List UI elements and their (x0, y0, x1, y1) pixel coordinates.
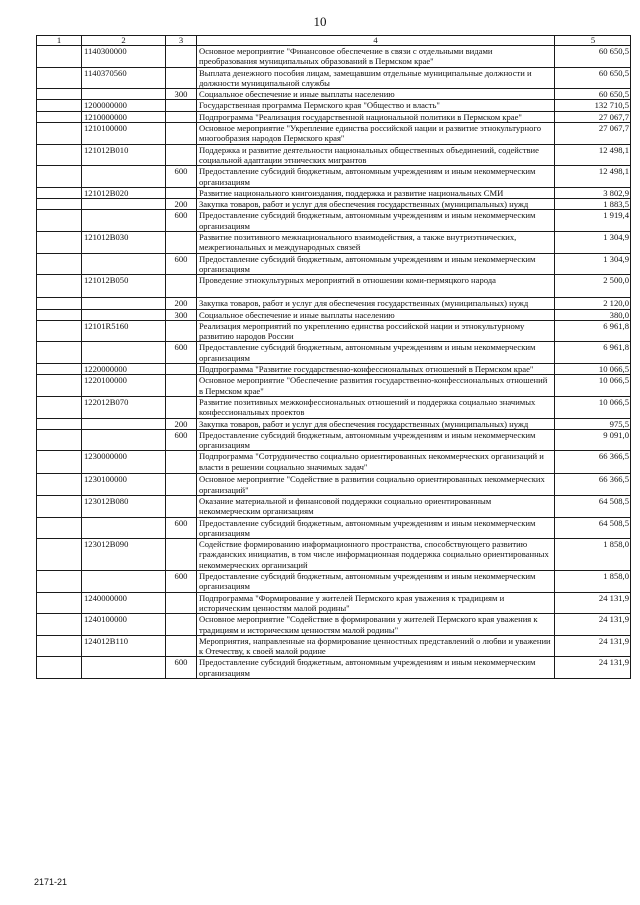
row-amount: 6 961,8 (555, 342, 631, 364)
row-name: Закупка товаров, работ и услуг для обеспечения государственных (муниципальных) нужд (197, 418, 555, 429)
table-row (37, 275, 631, 298)
row-expense-kind (166, 67, 197, 89)
table-row (37, 375, 631, 397)
row-code: 1240100000 (82, 614, 166, 636)
row-expense-kind (166, 614, 197, 636)
row-empty-cell (37, 46, 82, 68)
row-expense-kind (166, 275, 197, 298)
row-empty-cell (37, 187, 82, 198)
row-empty-cell (37, 100, 82, 111)
row-name: Предоставление субсидий бюджетным, автономным учреждениям и иным некоммерческим организациям (197, 429, 555, 451)
row-expense-kind: 600 (166, 210, 197, 232)
row-name: Развитие позитивных межконфессиональных отношений и поддержка социально значимых конфессиональных проектов (197, 396, 555, 418)
table-row (37, 517, 631, 539)
row-amount: 64 508,5 (555, 517, 631, 539)
row-name: Основное мероприятие "Укрепление единства российской нации и развитие этнокультурного многообразия народов Пермского края" (197, 123, 555, 145)
row-empty-cell (37, 253, 82, 275)
row-code (82, 253, 166, 275)
table-row (37, 199, 631, 210)
row-empty-cell (37, 451, 82, 474)
row-amount: 1 883,5 (555, 199, 631, 210)
row-expense-kind (166, 495, 197, 517)
row-name: Развитие позитивного межнационального взаимодействия, а также внутриэтнических, межрегиональных и международных связей (197, 232, 555, 254)
row-amount: 1 919,4 (555, 210, 631, 232)
row-code (82, 210, 166, 232)
row-empty-cell (37, 364, 82, 375)
table-row (37, 418, 631, 429)
row-code: 1240000000 (82, 592, 166, 614)
row-expense-kind (166, 320, 197, 342)
row-code: 1140300000 (82, 46, 166, 68)
row-expense-kind (166, 111, 197, 122)
row-code: 123012B080 (82, 495, 166, 517)
row-code: 1230000000 (82, 451, 166, 474)
row-code: 1220100000 (82, 375, 166, 397)
row-amount: 3 802,9 (555, 187, 631, 198)
row-code: 121012B050 (82, 275, 166, 298)
table-row (37, 429, 631, 451)
row-expense-kind (166, 100, 197, 111)
row-amount: 27 067,7 (555, 111, 631, 122)
table-row (37, 614, 631, 636)
row-expense-kind (166, 592, 197, 614)
column-number: 3 (166, 36, 197, 46)
table-row (37, 187, 631, 198)
row-amount: 27 067,7 (555, 123, 631, 145)
row-code: 1200000000 (82, 100, 166, 111)
row-empty-cell (37, 298, 82, 309)
row-empty-cell (37, 89, 82, 100)
row-expense-kind (166, 46, 197, 68)
row-amount: 1 304,9 (555, 253, 631, 275)
row-empty-cell (37, 592, 82, 614)
row-name: Реализация мероприятий по укреплению единства российской нации и этнокультурному развитию народов России (197, 320, 555, 342)
row-empty-cell (37, 123, 82, 145)
row-expense-kind: 600 (166, 517, 197, 539)
row-expense-kind (166, 232, 197, 254)
row-amount: 1 304,9 (555, 232, 631, 254)
page-number: 10 (313, 14, 327, 29)
table-row (37, 474, 631, 496)
row-empty-cell (37, 309, 82, 320)
row-code (82, 517, 166, 539)
row-empty-cell (37, 275, 82, 298)
row-name: Социальное обеспечение и иные выплаты населению (197, 309, 555, 320)
row-name: Поддержка и развитие деятельности национальных общественных объединений, содействие социальной адаптации этнических мигрантов (197, 144, 555, 166)
row-name: Содействие формированию информационного пространства, способствующего развитию гражданских инициатив, в том числе информационная поддержка социально ориентированных некоммерческих организаций (197, 539, 555, 571)
row-name: Подпрограмма "Сотрудничество социально ориентированных некоммерческих организаций и власти в решении социально значимых задач" (197, 451, 555, 474)
table-row (37, 571, 631, 593)
row-name: Предоставление субсидий бюджетным, автономным учреждениям и иным некоммерческим организациям (197, 342, 555, 364)
row-code (82, 342, 166, 364)
row-name: Подпрограмма "Развитие государственно-конфессиональных отношений в Пермском крае" (197, 364, 555, 375)
row-empty-cell (37, 396, 82, 418)
row-expense-kind: 600 (166, 429, 197, 451)
row-code (82, 429, 166, 451)
row-expense-kind: 200 (166, 199, 197, 210)
row-name: Закупка товаров, работ и услуг для обеспечения государственных (муниципальных) нужд (197, 199, 555, 210)
row-empty-cell (37, 571, 82, 593)
row-empty-cell (37, 539, 82, 571)
row-empty-cell (37, 210, 82, 232)
row-empty-cell (37, 495, 82, 517)
table-row (37, 495, 631, 517)
row-expense-kind: 300 (166, 309, 197, 320)
row-amount: 10 066,5 (555, 364, 631, 375)
row-amount: 60 650,5 (555, 46, 631, 68)
table-row (37, 309, 631, 320)
row-expense-kind: 600 (166, 166, 197, 188)
table-row (37, 657, 631, 679)
table-row (37, 46, 631, 68)
row-name: Развитие национального книгоиздания, поддержка и развитие национальных СМИ (197, 187, 555, 198)
row-code: 122012B070 (82, 396, 166, 418)
row-amount: 10 066,5 (555, 396, 631, 418)
row-expense-kind (166, 396, 197, 418)
row-name: Социальное обеспечение и иные выплаты населению (197, 89, 555, 100)
table-row (37, 364, 631, 375)
row-expense-kind (166, 635, 197, 657)
row-empty-cell (37, 232, 82, 254)
row-amount: 1 858,0 (555, 571, 631, 593)
row-code: 121012B010 (82, 144, 166, 166)
column-number: 1 (37, 36, 82, 46)
table-row (37, 320, 631, 342)
row-empty-cell (37, 635, 82, 657)
row-expense-kind (166, 123, 197, 145)
document-code: 2171-21 (34, 877, 68, 887)
row-empty-cell (37, 144, 82, 166)
row-expense-kind: 200 (166, 298, 197, 309)
row-amount: 24 131,9 (555, 635, 631, 657)
row-empty-cell (37, 199, 82, 210)
row-name: Основное мероприятие "Финансовое обеспечение в связи с отдельными видами преобразования муниципальных образований в Пермском крае" (197, 46, 555, 68)
row-code: 121012B030 (82, 232, 166, 254)
row-expense-kind: 600 (166, 657, 197, 679)
column-number-row (37, 36, 631, 46)
row-code: 124012B110 (82, 635, 166, 657)
row-code: 12101R5160 (82, 320, 166, 342)
table-row (37, 592, 631, 614)
row-empty-cell (37, 657, 82, 679)
row-expense-kind: 200 (166, 418, 197, 429)
row-name: Мероприятия, направленные на формирование ценностных представлений о любви и уважении к Отечеству, к своей малой родине (197, 635, 555, 657)
row-amount: 60 650,5 (555, 67, 631, 89)
row-expense-kind: 300 (166, 89, 197, 100)
row-name: Закупка товаров, работ и услуг для обеспечения государственных (муниципальных) нужд (197, 298, 555, 309)
row-amount: 24 131,9 (555, 614, 631, 636)
row-code: 121012B020 (82, 187, 166, 198)
table-row (37, 67, 631, 89)
table-row (37, 123, 631, 145)
row-expense-kind: 600 (166, 571, 197, 593)
row-amount: 66 366,5 (555, 474, 631, 496)
row-amount: 66 366,5 (555, 451, 631, 474)
row-name: Предоставление субсидий бюджетным, автономным учреждениям и иным некоммерческим организациям (197, 571, 555, 593)
column-number: 4 (197, 36, 555, 46)
table-row (37, 232, 631, 254)
row-name: Проведение этнокультурных мероприятий в отношении коми-пермяцкого народа (197, 275, 555, 298)
row-code (82, 166, 166, 188)
row-code: 1140370560 (82, 67, 166, 89)
row-amount: 2 500,0 (555, 275, 631, 298)
table-row (37, 396, 631, 418)
budget-table (36, 35, 631, 679)
row-name: Оказание материальной и финансовой поддержки социально ориентированным некоммерческим организациям (197, 495, 555, 517)
row-amount: 24 131,9 (555, 657, 631, 679)
row-code (82, 199, 166, 210)
column-number: 5 (555, 36, 631, 46)
row-expense-kind (166, 451, 197, 474)
row-expense-kind: 600 (166, 253, 197, 275)
table-row (37, 111, 631, 122)
table-row (37, 253, 631, 275)
row-amount: 64 508,5 (555, 495, 631, 517)
row-name: Предоставление субсидий бюджетным, автономным учреждениям и иным некоммерческим организациям (197, 657, 555, 679)
row-code: 1210000000 (82, 111, 166, 122)
row-expense-kind (166, 539, 197, 571)
row-amount: 12 498,1 (555, 166, 631, 188)
row-amount: 24 131,9 (555, 592, 631, 614)
row-code (82, 657, 166, 679)
row-empty-cell (37, 474, 82, 496)
column-number: 2 (82, 36, 166, 46)
table-row (37, 144, 631, 166)
row-name: Предоставление субсидий бюджетным, автономным учреждениям и иным некоммерческим организациям (197, 517, 555, 539)
row-expense-kind (166, 144, 197, 166)
table-row (37, 342, 631, 364)
row-amount: 10 066,5 (555, 375, 631, 397)
row-empty-cell (37, 614, 82, 636)
row-code: 1220000000 (82, 364, 166, 375)
row-amount: 1 858,0 (555, 539, 631, 571)
row-code: 123012B090 (82, 539, 166, 571)
row-name: Основное мероприятие "Содействие в развитии социально ориентированных некоммерческих организаций" (197, 474, 555, 496)
table-row (37, 635, 631, 657)
row-code (82, 309, 166, 320)
row-expense-kind (166, 364, 197, 375)
row-empty-cell (37, 166, 82, 188)
row-name: Предоставление субсидий бюджетным, автономным учреждениям и иным некоммерческим организациям (197, 210, 555, 232)
row-amount: 132 710,5 (555, 100, 631, 111)
row-amount: 380,0 (555, 309, 631, 320)
row-expense-kind (166, 375, 197, 397)
row-name: Основное мероприятие "Содействие в формировании у жителей Пермского края уважения к традициям и историческим ценностям малой родины" (197, 614, 555, 636)
row-name: Подпрограмма "Реализация государственной национальной политики в Пермском крае" (197, 111, 555, 122)
row-name: Государственная программа Пермского края "Общество и власть" (197, 100, 555, 111)
row-name: Основное мероприятие "Обеспечение развития государственно-конфессиональных отношений в Пермском крае" (197, 375, 555, 397)
row-name: Предоставление субсидий бюджетным, автономным учреждениям и иным некоммерческим организациям (197, 253, 555, 275)
row-amount: 60 650,5 (555, 89, 631, 100)
row-amount: 2 120,0 (555, 298, 631, 309)
row-amount: 6 961,8 (555, 320, 631, 342)
table-row (37, 451, 631, 474)
table-row (37, 166, 631, 188)
row-amount: 975,5 (555, 418, 631, 429)
row-name: Предоставление субсидий бюджетным, автономным учреждениям и иным некоммерческим организациям (197, 166, 555, 188)
row-empty-cell (37, 517, 82, 539)
row-name: Подпрограмма "Формирование у жителей Пермского края уважения к традициям и историческим ценностям малой родины" (197, 592, 555, 614)
table-row (37, 89, 631, 100)
row-empty-cell (37, 429, 82, 451)
row-empty-cell (37, 320, 82, 342)
budget-table-body (37, 36, 631, 679)
table-row (37, 100, 631, 111)
table-row (37, 539, 631, 571)
row-amount: 9 091,0 (555, 429, 631, 451)
row-empty-cell (37, 111, 82, 122)
row-code (82, 89, 166, 100)
row-expense-kind (166, 474, 197, 496)
row-code (82, 298, 166, 309)
row-expense-kind: 600 (166, 342, 197, 364)
row-empty-cell (37, 342, 82, 364)
table-row (37, 298, 631, 309)
row-amount: 12 498,1 (555, 144, 631, 166)
row-code (82, 571, 166, 593)
row-empty-cell (37, 67, 82, 89)
table-row (37, 210, 631, 232)
row-empty-cell (37, 375, 82, 397)
row-empty-cell (37, 418, 82, 429)
row-code: 1210100000 (82, 123, 166, 145)
row-code: 1230100000 (82, 474, 166, 496)
row-expense-kind (166, 187, 197, 198)
row-code (82, 418, 166, 429)
row-name: Выплата денежного пособия лицам, замещавшим отдельные муниципальные должности и должности муниципальной службы (197, 67, 555, 89)
